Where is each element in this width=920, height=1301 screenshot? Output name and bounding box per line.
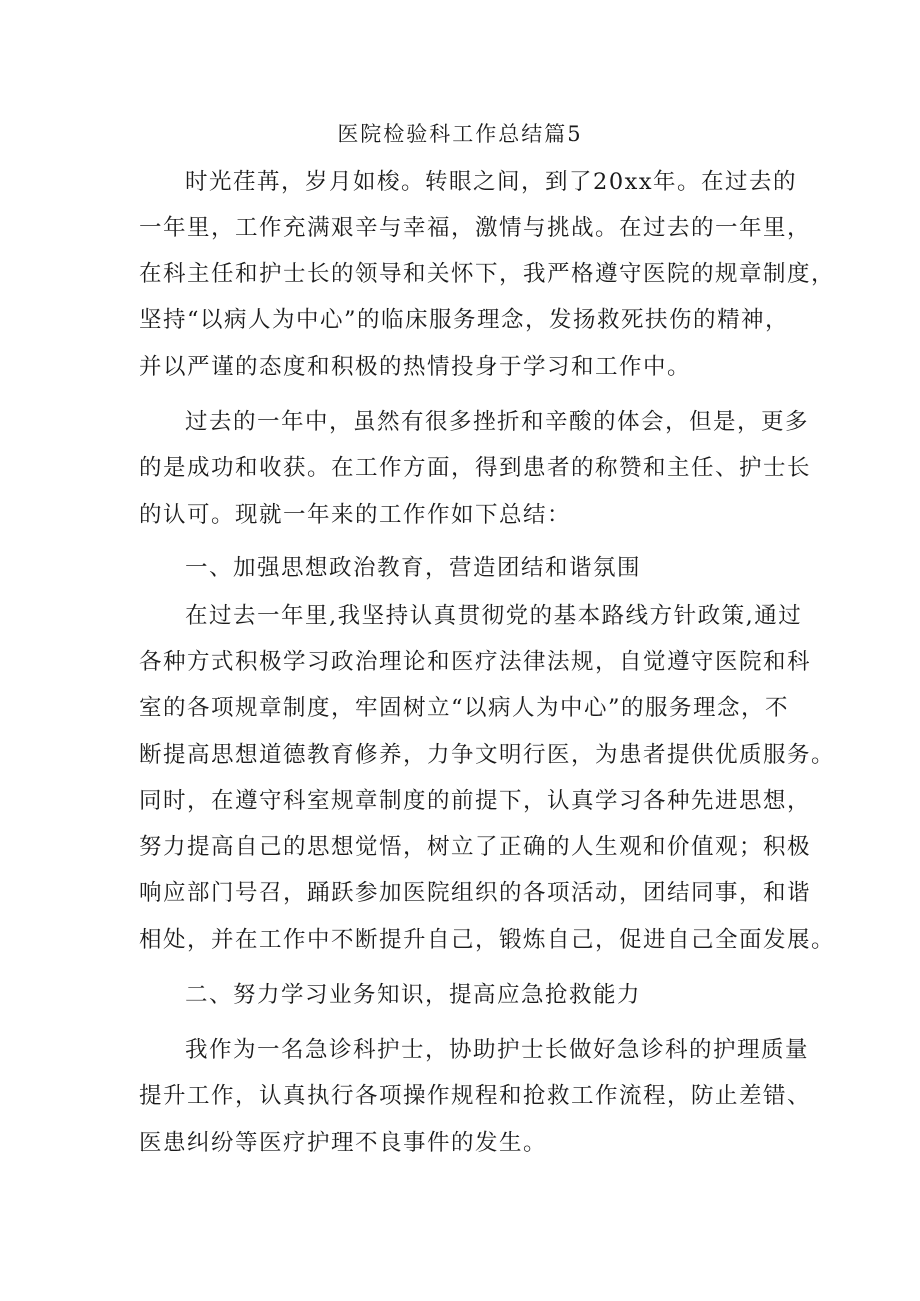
text-line: 提升工作，认真执行各项操作规程和抢救工作流程，防止差错、 <box>139 1083 812 1109</box>
section-heading: 二、努力学习业务知识，提高应急抢救能力 <box>185 982 642 1008</box>
text-line: 坚持“以病人为中心”的临床服务理念，发扬救死扶伤的精神， <box>139 307 790 333</box>
text-line: 努力提高自己的思想觉悟，树立了正确的人生观和价值观；积极 <box>139 834 812 860</box>
text-line: 并以严谨的态度和积极的热情投身于学习和工作中。 <box>139 354 692 380</box>
text-line: 同时，在遵守科室规章制度的前提下，认真学习各种先进思想， <box>139 788 812 814</box>
text-line: 断提高思想道德教育修养，力争文明行医，为患者提供优质服务。 <box>139 742 836 768</box>
text-line: 响应部门号召，踊跃参加医院组织的各项活动，团结同事，和谐 <box>139 880 812 906</box>
text-line: 各种方式积极学习政治理论和医疗法律法规，自觉遵守医院和科 <box>139 649 812 675</box>
text-line: 时光荏苒，岁月如梭。转眼之间，到了20xx年。在过去的 <box>185 169 798 195</box>
text-line: 的认可。现就一年来的工作作如下总结： <box>139 502 572 528</box>
text-line: 在过去一年里,我坚持认真贯彻党的基本路线方针政策,通过 <box>185 603 803 629</box>
text-line: 相处，并在工作中不断提升自己，锻炼自己，促进自己全面发展。 <box>139 927 836 953</box>
text-line: 过去的一年中，虽然有很多挫折和辛酸的体会，但是，更多 <box>185 409 810 435</box>
text-line: 的是成功和收获。在工作方面，得到患者的称赞和主任、护士长 <box>139 455 812 481</box>
text-line: 医患纠纷等医疗护理不良事件的发生。 <box>139 1130 548 1156</box>
section-heading: 一、加强思想政治教育，营造团结和谐氛围 <box>185 555 642 581</box>
text-line: 一年里，工作充满艰辛与幸福，激情与挑战。在过去的一年里， <box>139 215 812 241</box>
text-line: 在科主任和护士长的领导和关怀下，我严格遵守医院的规章制度， <box>139 261 836 287</box>
text-line: 室的各项规章制度，牢固树立“以病人为中心”的服务理念，不 <box>139 695 790 721</box>
text-line: 我作为一名急诊科护士，协助护士长做好急诊科的护理质量 <box>185 1037 810 1063</box>
document-title: 医院检验科工作总结篇5 <box>337 122 583 146</box>
